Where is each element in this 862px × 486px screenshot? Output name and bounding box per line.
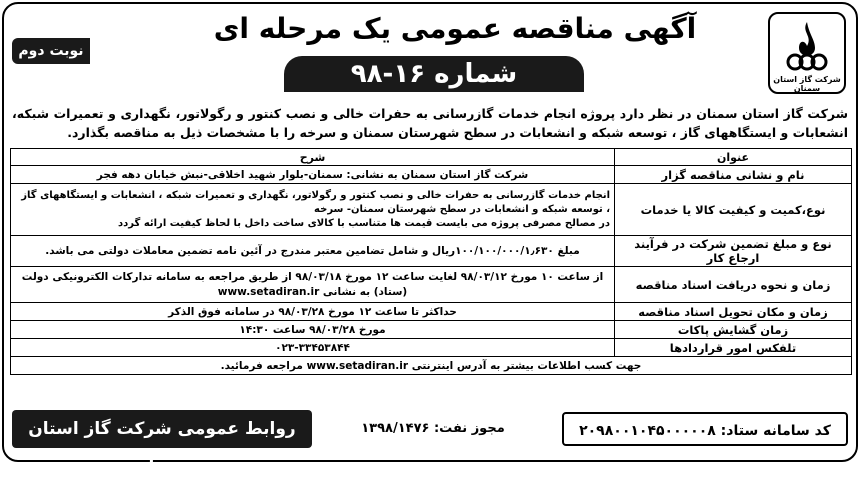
setad-code: کد سامانه ستاد: ۲۰۹۸۰۰۱۰۴۵۰۰۰۰۰۸ [562, 412, 848, 446]
row-label: زمان گشایش پاکات [615, 321, 852, 339]
logo-caption: شرکت گاز استان سمنان [773, 75, 841, 93]
row-value: ۰۲۳-۳۳۴۵۳۸۴۴ [11, 339, 615, 357]
row-value: مبلغ ۱۰۰/۱۰۰/۰۰۰/۱٫۶۳۰ریال و شامل تضامین معتبر مندرج در آئین نامه تضمین معاملات دولتی می باشد. [11, 236, 615, 267]
company-logo [768, 12, 846, 94]
row-label: زمان و نحوه دریافت اسناد مناقصه [615, 267, 852, 303]
table-row [11, 339, 852, 357]
round-badge: نوبت دوم [12, 38, 90, 64]
notice-number: شماره ۱۶-۹۸ [284, 56, 584, 92]
row-label: نام و نشانی مناقصه گزار [615, 166, 852, 184]
row-label: نوع،کمیت و کیفیت کالا یا خدمات [615, 184, 852, 236]
notice-footer [12, 406, 848, 477]
table-row [11, 321, 852, 339]
col-desc-header: شرح [11, 149, 615, 166]
table-row [11, 303, 852, 321]
table-row [11, 236, 852, 267]
website-note: جهت کسب اطلاعات بیشتر به آدرس اینترنتی www.setadiran.ir مراجعه فرمائید. [11, 357, 852, 375]
flame-logo-icon [779, 18, 835, 74]
table-footer-row [11, 357, 852, 375]
notice-header [4, 4, 856, 99]
oil-permit: مجوز نفت: ۱۳۹۸/۱۴۷۶ [361, 421, 505, 436]
row-label: تلفکس امور قراردادها [615, 339, 852, 357]
intro-paragraph: شرکت گاز استان سمنان در نظر دارد پروژه انجام خدمات گازرسانی به حفرات خالی و نصب کنتور و رگولاتور، نگهداری و تعمیرات شبکه، انشعابات و ایستگاههای گاز ، توسعه شبکه و انشعابات در سطح شهرستان سمنان و سرخه را با مشخصات ذیل به مناقصه بگذارد. [12, 106, 848, 140]
table-row [11, 166, 852, 184]
row-value: شرکت گاز استان سمنان به نشانی: سمنان-بلوار شهید اخلاقی-نبش خیابان دهه فجر [11, 166, 615, 184]
row-value: مورخ ۹۸/۰۳/۲۸ ساعت ۱۴:۳۰ [11, 321, 615, 339]
row-value: حداکثر تا ساعت ۱۲ مورخ ۹۸/۰۳/۲۸ در سامانه فوق الذکر [11, 303, 615, 321]
col-title-header: عنوان [615, 149, 852, 166]
row-label: نوع و مبلغ تضمین شرکت در فرآیند ارجاع کار [615, 236, 852, 267]
row-label: زمان و مکان تحویل اسناد مناقصه [615, 303, 852, 321]
row-value: انجام خدمات گازرسانی به حفرات خالی و نصب کنتور و رگولاتور، نگهداری و تعمیرات شبکه ، انشعابات و ایستگاههای گاز ، توسعه شبکه و انشعابات در سطح شهرستان سمنان- سرخه در مصالح مصرفی پروژه می بایست قیمت ها متناسب با کالای ساخت داخل با لحاظ کیفیت ارائه گردد [11, 184, 615, 236]
tender-table [10, 148, 852, 375]
table-row [11, 267, 852, 303]
row-value: از ساعت ۱۰ مورخ ۹۸/۰۳/۱۲ لغایت ساعت ۱۲ مورخ ۹۸/۰۳/۱۸ از طریق مراجعه به سامانه تدارکات الکترونیکی دولت (ستاد) به نشانی www.setadiran.ir [11, 267, 615, 303]
notice-title: آگهی مناقصه عمومی یک مرحله ای [213, 12, 697, 45]
table-header-row [11, 149, 852, 166]
public-relations-band: روابط عمومی شرکت گاز استان سمنان [12, 410, 312, 448]
table-row [11, 184, 852, 236]
notice-frame [2, 2, 858, 477]
